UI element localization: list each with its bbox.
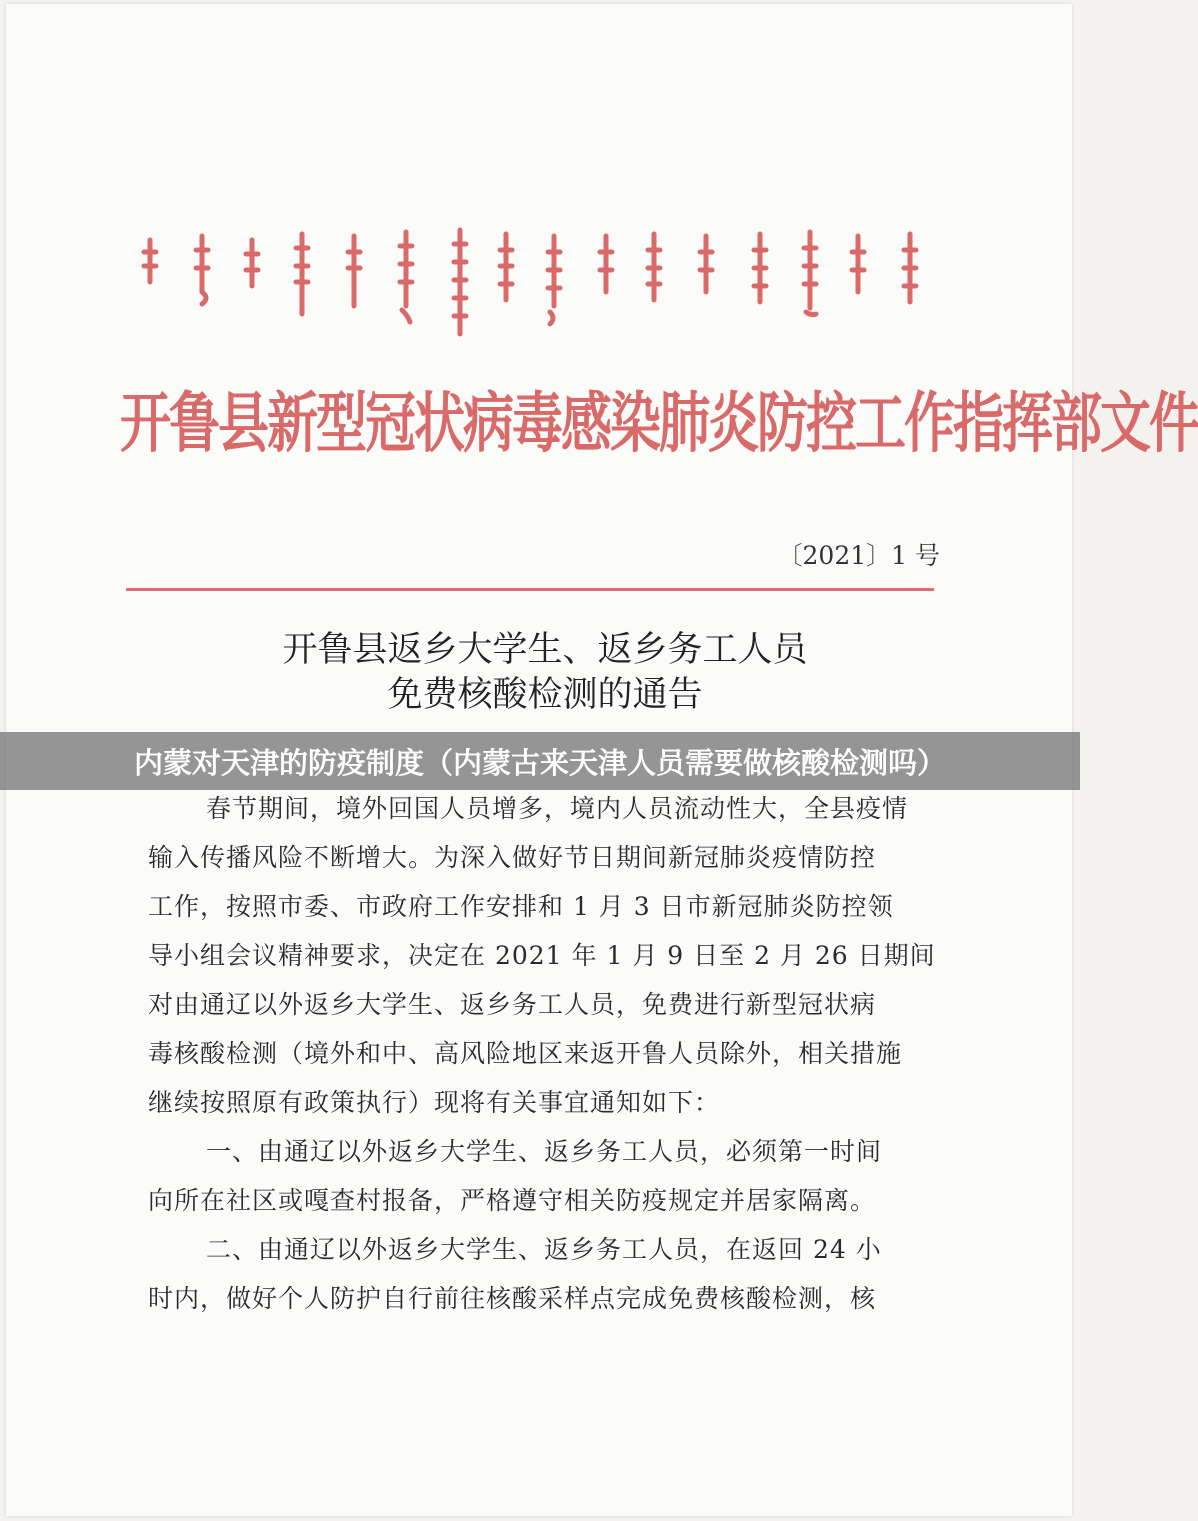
notice-title-line-1: 开鲁县返乡大学生、返乡务工人员 [282,630,808,670]
body-line: 对由通辽以外返乡大学生、返乡务工人员，免费进行新型冠状病 [148,990,877,1019]
body-line: 工作，按照市委、市政府工作安排和 1 月 3 日市新冠肺炎防控领 [148,892,894,921]
caption-banner: 内蒙对天津的防疫制度（内蒙古来天津人员需要做核酸检测吗） [0,732,1080,790]
body-line: 毒核酸检测（境外和中、高风险地区来返开鲁人员除外，相关措施 [148,1039,903,1068]
body-line: 一、由通辽以外返乡大学生、返乡务工人员，必须第一时间 [206,1137,883,1166]
issuing-authority-title: 开鲁县新型冠状病毒感染肺炎防控工作指挥部文件 [120,385,1198,463]
body-line: 春节期间，境外回国人员增多，境内人员流动性大，全县疫情 [206,794,909,823]
body-line: 继续按照原有政策执行）现将有关事宜通知如下： [148,1088,721,1117]
body-line: 二、由通辽以外返乡大学生、返乡务工人员，在返回 24 小 [206,1235,882,1264]
mongolian-script-graphic [140,222,930,350]
mongolian-script-header [140,222,930,350]
notice-body [148,784,948,1323]
notice-title-line-2: 免费核酸检测的通告 [387,675,703,715]
notice-title [150,628,940,718]
body-line: 输入传播风险不断增大。为深入做好节日期间新冠肺炎疫情防控 [148,843,877,872]
body-line: 向所在社区或嘎查村报备，严格遵守相关防疫规定并居家隔离。 [148,1186,877,1215]
document-number: 〔2021〕1 号 [777,541,940,570]
red-divider-line [126,588,934,591]
body-line: 导小组会议精神要求，决定在 2021 年 1 月 9 日至 2 月 26 日期间 [148,941,936,970]
body-line: 时内，做好个人防护自行前往核酸采样点完成免费核酸检测，核 [148,1284,877,1313]
